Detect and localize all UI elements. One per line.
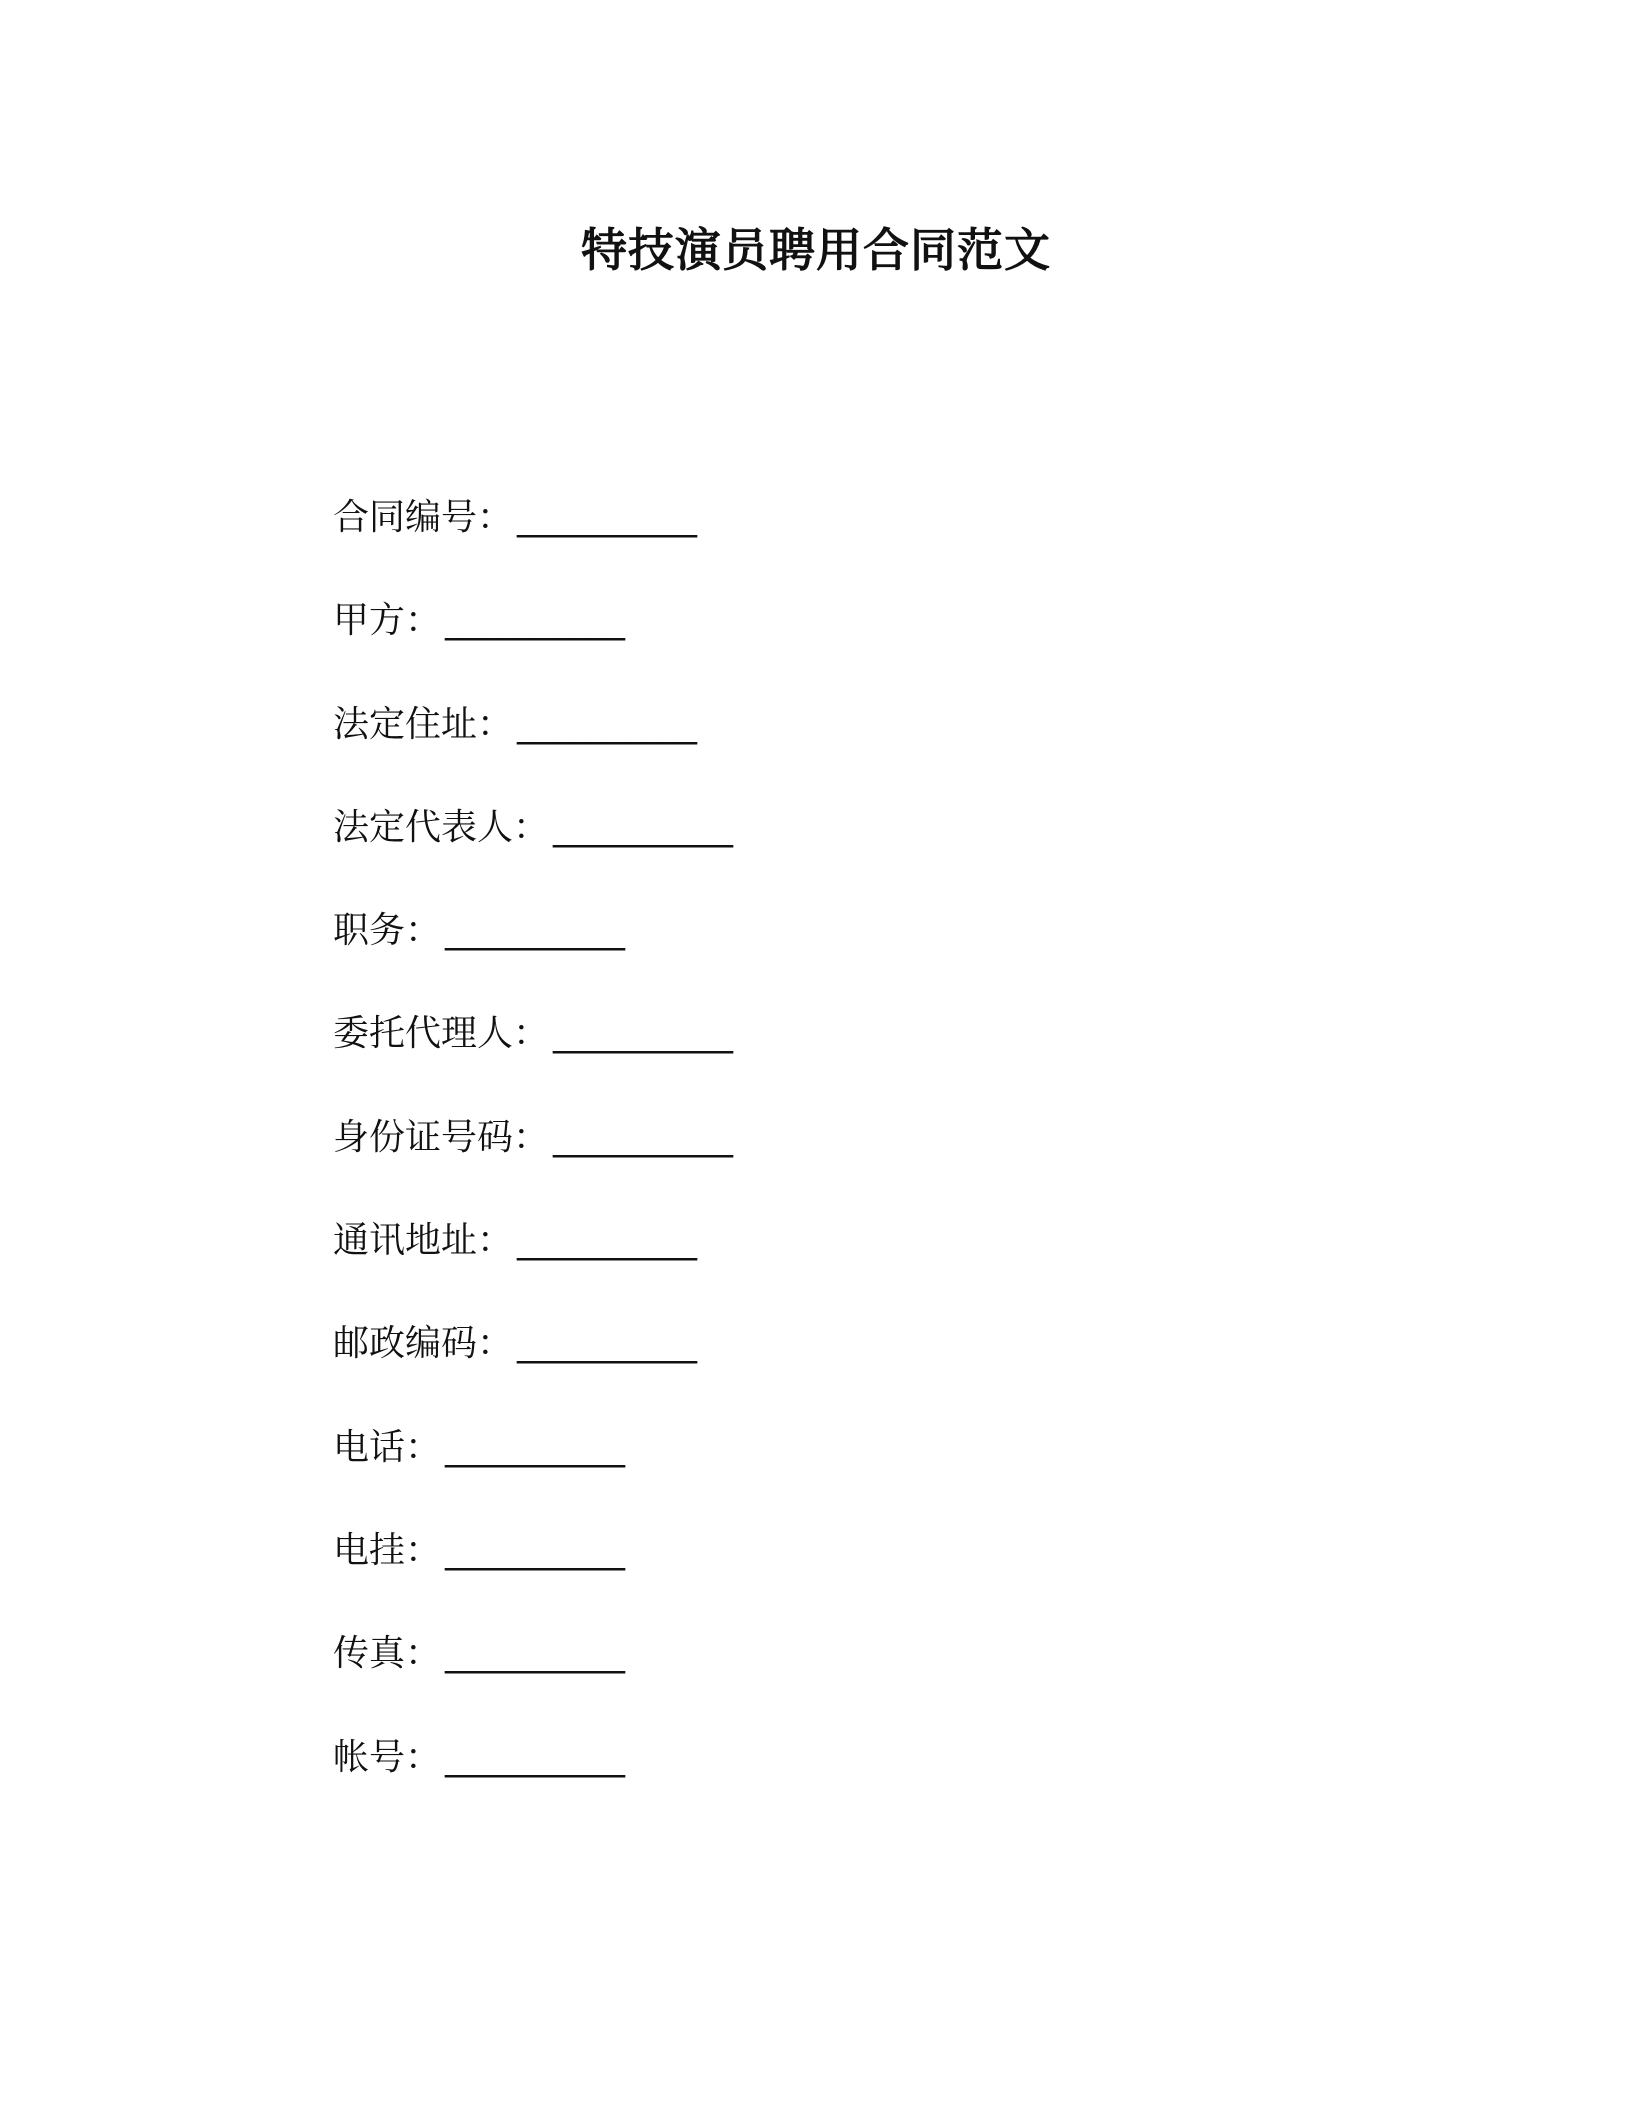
field-row-id-number <box>333 1113 733 1216</box>
field-list <box>333 493 733 1836</box>
field-blank: __________ <box>517 703 698 745</box>
field-blank: __________ <box>553 1116 734 1158</box>
field-label: 甲方： <box>333 600 442 642</box>
field-label: 通讯地址： <box>333 1220 514 1262</box>
field-row-position <box>333 906 733 1009</box>
field-blank: __________ <box>445 910 626 952</box>
field-row-party-a <box>333 596 733 699</box>
field-label: 委托代理人： <box>333 1013 550 1055</box>
field-blank: __________ <box>553 1013 734 1055</box>
field-label: 合同编号： <box>333 497 514 538</box>
field-row-legal-representative <box>333 803 733 906</box>
field-row-mailing-address <box>333 1216 733 1319</box>
field-blank: __________ <box>445 1529 626 1571</box>
field-label: 法定住址： <box>333 703 514 745</box>
document-title: 特技演员聘用合同范文 <box>581 223 1051 277</box>
field-blank: __________ <box>445 600 626 642</box>
field-blank: __________ <box>517 497 698 538</box>
field-row-telephone <box>333 1423 733 1526</box>
field-row-telegraph <box>333 1526 733 1629</box>
field-row-contract-number <box>333 493 733 596</box>
field-label: 邮政编码： <box>333 1323 514 1365</box>
field-blank: __________ <box>445 1736 626 1778</box>
field-label: 电话： <box>333 1426 442 1468</box>
field-row-authorized-agent <box>333 1009 733 1112</box>
field-blank: __________ <box>553 806 734 848</box>
field-row-legal-address <box>333 700 733 803</box>
field-blank: __________ <box>445 1426 626 1468</box>
field-blank: __________ <box>517 1220 698 1262</box>
field-label: 传真： <box>333 1633 442 1675</box>
field-label: 帐号： <box>333 1736 442 1778</box>
field-label: 职务： <box>333 910 442 952</box>
field-row-postal-code <box>333 1319 733 1422</box>
field-row-fax <box>333 1629 733 1732</box>
field-row-account-number <box>333 1733 733 1836</box>
field-blank: __________ <box>517 1323 698 1365</box>
field-blank: __________ <box>445 1633 626 1675</box>
field-label: 电挂： <box>333 1529 442 1571</box>
field-label: 法定代表人： <box>333 806 550 848</box>
field-label: 身份证号码： <box>333 1116 550 1158</box>
